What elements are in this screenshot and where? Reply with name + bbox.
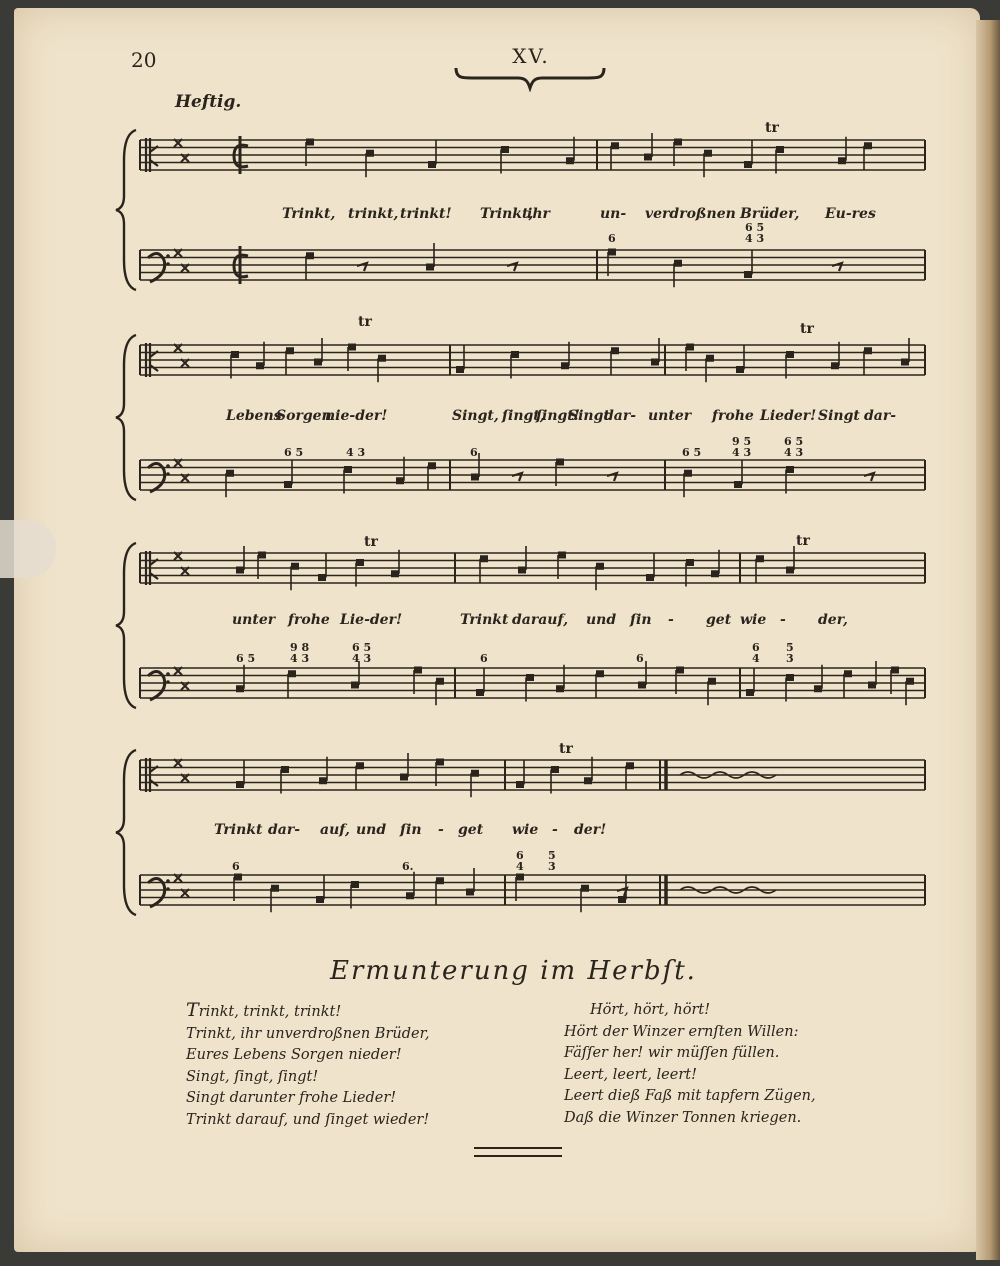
lyric-syllable: unter bbox=[648, 408, 692, 424]
note-head bbox=[684, 470, 692, 477]
note-head bbox=[414, 667, 422, 674]
poem-line: Eures Lebens Sorgen nieder! bbox=[186, 1047, 402, 1063]
note-head bbox=[676, 667, 684, 674]
figured-bass-number: 5 bbox=[786, 641, 794, 654]
note-head bbox=[551, 766, 559, 773]
note-head bbox=[314, 359, 322, 366]
trill-mark: tr bbox=[800, 321, 814, 337]
lyric-syllable: Trinkt bbox=[460, 612, 509, 628]
lyric-syllable: wie bbox=[512, 822, 539, 838]
note-head bbox=[906, 678, 914, 685]
lyric-syllable: Brüder, bbox=[740, 206, 800, 222]
lyric-syllable: dar- bbox=[864, 408, 897, 424]
note-head bbox=[476, 689, 484, 696]
lyric-syllable: unter bbox=[232, 612, 276, 628]
figured-bass-number: 6 5 bbox=[284, 446, 304, 459]
trill-mark: tr bbox=[796, 533, 810, 549]
note-head bbox=[234, 874, 242, 881]
note-head bbox=[646, 574, 654, 581]
figured-bass-number: 4 bbox=[516, 860, 524, 873]
note-head bbox=[366, 150, 374, 157]
note-head bbox=[611, 142, 619, 149]
bass-clef-dot bbox=[166, 262, 170, 266]
lyric-syllable: dar- bbox=[604, 408, 637, 424]
lyric-syllable: trinkt! bbox=[400, 206, 452, 222]
note-head bbox=[776, 146, 784, 153]
note-head bbox=[516, 781, 524, 788]
lyric-syllable: Trinkt, bbox=[480, 206, 534, 222]
note-head bbox=[319, 777, 327, 784]
lyric-syllable: und bbox=[356, 822, 387, 838]
poem-line: Leert, leert, leert! bbox=[564, 1066, 697, 1083]
note-head bbox=[558, 552, 566, 559]
note-head bbox=[674, 139, 682, 146]
note-head bbox=[756, 555, 764, 562]
lyric-syllable: ſin bbox=[400, 822, 422, 838]
note-head bbox=[456, 366, 464, 373]
note-head bbox=[288, 670, 296, 677]
lyric-syllable: trinkt, bbox=[348, 206, 399, 222]
note-head bbox=[618, 896, 626, 903]
note-head bbox=[236, 685, 244, 692]
note-head bbox=[844, 670, 852, 677]
figured-bass-number: 6 bbox=[636, 652, 644, 665]
note-head bbox=[744, 271, 752, 278]
note-head bbox=[351, 682, 359, 689]
lyric-syllable: Singt bbox=[568, 408, 610, 424]
note-head bbox=[566, 157, 574, 164]
figured-bass-number: 6 bbox=[480, 652, 488, 665]
figured-bass-number: 6 bbox=[470, 446, 478, 459]
lyric-syllable: dar- bbox=[268, 822, 301, 838]
note-head bbox=[736, 366, 744, 373]
lyric-syllable: und bbox=[586, 612, 617, 628]
system-brace bbox=[116, 543, 136, 708]
note-head bbox=[428, 161, 436, 168]
lyric-syllable: ſingt, bbox=[502, 408, 545, 424]
trill-mark: tr bbox=[559, 741, 573, 757]
lyric-syllable: frohe bbox=[712, 408, 754, 424]
bass-clef-dot bbox=[166, 879, 170, 883]
note-head bbox=[406, 892, 414, 899]
poem-left-stanza bbox=[186, 1000, 430, 1131]
note-head bbox=[471, 770, 479, 777]
note-head bbox=[706, 355, 714, 362]
lyric-syllable: wie bbox=[740, 612, 767, 628]
note-head bbox=[556, 459, 564, 466]
note-head bbox=[236, 781, 244, 788]
note-head bbox=[556, 685, 564, 692]
note-head bbox=[686, 344, 694, 351]
figured-bass-number: 9 5 bbox=[732, 435, 752, 448]
figured-bass-number: 4 3 bbox=[745, 232, 765, 245]
closing-rule bbox=[474, 1147, 562, 1157]
poem-line: Trinkt darauf, und ſinget wieder! bbox=[186, 1111, 430, 1128]
note-head bbox=[306, 139, 314, 146]
lyric-syllable: Eu-res bbox=[825, 206, 876, 222]
lyric-syllable: der! bbox=[574, 822, 607, 838]
figured-bass-number: 6. bbox=[402, 860, 414, 873]
note-head bbox=[466, 889, 474, 896]
trill-mark: tr bbox=[765, 120, 779, 136]
lyric-syllable: Sorgen bbox=[276, 408, 332, 424]
note-head bbox=[391, 570, 399, 577]
tempo-marking: Heftig. bbox=[175, 92, 242, 112]
note-head bbox=[348, 344, 356, 351]
lyric-syllable: nie-der! bbox=[325, 408, 388, 424]
poem-line: Fäſſer her! wir müſſen füllen. bbox=[564, 1045, 780, 1061]
figured-bass-number: 6 5 bbox=[236, 652, 256, 665]
note-head bbox=[864, 347, 872, 354]
figured-bass-number: 6 5 bbox=[682, 446, 702, 459]
figured-bass-number: 6 bbox=[232, 860, 240, 873]
note-head bbox=[344, 466, 352, 473]
note-head bbox=[901, 359, 909, 366]
bass-clef-dot bbox=[166, 680, 170, 684]
system-brace bbox=[116, 335, 136, 500]
system-brace bbox=[116, 130, 136, 290]
lyric-syllable: Singt, bbox=[452, 408, 499, 424]
note-head bbox=[786, 674, 794, 681]
poem-line: Hört, hört, hört! bbox=[590, 1002, 711, 1018]
bass-clef-dot bbox=[166, 254, 170, 258]
note-head bbox=[711, 570, 719, 577]
note-head bbox=[596, 563, 604, 570]
note-head bbox=[686, 559, 694, 566]
note-head bbox=[814, 685, 822, 692]
figured-bass-number: 6 bbox=[752, 641, 760, 654]
note-head bbox=[281, 766, 289, 773]
bass-clef-dot bbox=[166, 672, 170, 676]
bass-clef-dot bbox=[166, 464, 170, 468]
note-head bbox=[638, 682, 646, 689]
poem-line: Daß die Winzer Tonnen kriegen. bbox=[564, 1109, 802, 1126]
lyric-syllable: get bbox=[706, 612, 732, 628]
note-head bbox=[428, 462, 436, 469]
bass-clef-dot bbox=[166, 472, 170, 476]
note-head bbox=[561, 362, 569, 369]
lyric-syllable: - bbox=[668, 612, 674, 628]
note-head bbox=[436, 759, 444, 766]
note-head bbox=[734, 481, 742, 488]
figured-bass-number: 6 5 bbox=[784, 435, 804, 448]
figured-bass-number: 6 5 bbox=[745, 221, 765, 234]
note-head bbox=[271, 885, 279, 892]
note-head bbox=[891, 667, 899, 674]
figured-bass-number: 5 bbox=[548, 849, 556, 862]
section-number: XV. bbox=[512, 44, 550, 68]
note-head bbox=[258, 552, 266, 559]
note-head bbox=[744, 161, 752, 168]
lyric-syllable: Lie-der! bbox=[340, 612, 403, 628]
note-head bbox=[644, 154, 652, 161]
note-head bbox=[626, 762, 634, 769]
note-head bbox=[284, 481, 292, 488]
note-head bbox=[356, 559, 364, 566]
note-head bbox=[471, 474, 479, 481]
note-head bbox=[786, 466, 794, 473]
trill-mark: tr bbox=[364, 534, 378, 550]
note-head bbox=[356, 762, 364, 769]
figured-bass-number: 6 bbox=[608, 232, 616, 245]
figured-bass-number: 9 8 bbox=[290, 641, 310, 654]
note-head bbox=[378, 355, 386, 362]
note-head bbox=[400, 774, 408, 781]
lyric-syllable: - bbox=[552, 822, 558, 838]
poem-line: Trinkt, ihr unverdroßnen Brüder, bbox=[186, 1025, 430, 1042]
figured-bass-number: 4 3 bbox=[784, 446, 804, 459]
page-number: 20 bbox=[131, 48, 157, 72]
note-head bbox=[526, 674, 534, 681]
lyric-syllable: verdroßnen bbox=[645, 206, 736, 222]
note-head bbox=[316, 896, 324, 903]
note-head bbox=[518, 567, 526, 574]
note-head bbox=[651, 359, 659, 366]
note-head bbox=[351, 881, 359, 888]
note-head bbox=[291, 563, 299, 570]
note-head bbox=[608, 249, 616, 256]
figured-bass-number: 6 bbox=[516, 849, 524, 862]
lyric-syllable: Lieder! bbox=[760, 408, 817, 424]
note-head bbox=[704, 150, 712, 157]
note-head bbox=[674, 260, 682, 267]
note-head bbox=[286, 347, 294, 354]
figured-bass-number: 4 3 bbox=[346, 446, 366, 459]
lyric-syllable: - bbox=[780, 612, 786, 628]
note-head bbox=[581, 885, 589, 892]
note-head bbox=[868, 682, 876, 689]
note-head bbox=[436, 877, 444, 884]
note-head bbox=[786, 567, 794, 574]
system-brace bbox=[116, 750, 136, 915]
poem-line: Singt darunter frohe Lieder! bbox=[186, 1090, 397, 1106]
note-head bbox=[838, 157, 846, 164]
lyric-syllable: ſingt! bbox=[536, 408, 580, 424]
poem-line: Singt, ſingt, ſingt! bbox=[186, 1068, 319, 1085]
note-head bbox=[746, 689, 754, 696]
lyric-syllable: Singt bbox=[818, 408, 860, 424]
note-head bbox=[426, 264, 434, 271]
note-head bbox=[480, 555, 488, 562]
figured-bass-number: 6 5 bbox=[352, 641, 372, 654]
note-head bbox=[436, 678, 444, 685]
lyric-syllable: - bbox=[438, 822, 444, 838]
note-head bbox=[864, 142, 872, 149]
poem-line: Trinkt, trinkt, trinkt! bbox=[186, 999, 342, 1021]
note-head bbox=[511, 351, 519, 358]
note-head bbox=[786, 351, 794, 358]
note-head bbox=[516, 874, 524, 881]
figured-bass-number: 3 bbox=[548, 860, 556, 873]
lyric-syllable: get bbox=[458, 822, 484, 838]
poem-right-stanza bbox=[564, 1000, 816, 1129]
note-head bbox=[501, 146, 509, 153]
figured-bass-number: 3 bbox=[786, 652, 794, 665]
lyric-syllable: darauf, bbox=[512, 612, 569, 628]
lyric-syllable: auf, bbox=[320, 822, 350, 838]
figured-bass-number: 4 3 bbox=[352, 652, 372, 665]
trill-mark: tr bbox=[358, 314, 372, 330]
note-head bbox=[611, 347, 619, 354]
figured-bass-number: 4 bbox=[752, 652, 760, 665]
song-title: Ermunterung im Herbſt. bbox=[330, 956, 697, 986]
note-head bbox=[236, 567, 244, 574]
figured-bass-number: 4 3 bbox=[732, 446, 752, 459]
lyric-syllable: ihr bbox=[527, 206, 550, 222]
note-head bbox=[708, 678, 716, 685]
lyric-syllable: Trinkt bbox=[214, 822, 263, 838]
note-head bbox=[396, 477, 404, 484]
note-head bbox=[596, 670, 604, 677]
poem-line: Hört der Winzer ernſten Willen: bbox=[564, 1023, 799, 1040]
note-head bbox=[318, 574, 326, 581]
poem-line: Leert dieß Faß mit tapfern Zügen, bbox=[564, 1088, 816, 1104]
note-head bbox=[226, 470, 234, 477]
note-head bbox=[256, 362, 264, 369]
lyric-syllable: frohe bbox=[288, 612, 330, 628]
note-head bbox=[831, 362, 839, 369]
lyric-syllable: Trinkt, bbox=[282, 206, 336, 222]
note-head bbox=[584, 777, 592, 784]
note-head bbox=[306, 252, 314, 259]
lyric-syllable: ſin bbox=[630, 612, 652, 628]
note-head bbox=[231, 351, 239, 358]
lyric-syllable: un- bbox=[600, 206, 627, 222]
lyric-syllable: Lebens bbox=[226, 408, 282, 424]
lyric-syllable: der, bbox=[818, 612, 848, 628]
bass-clef-dot bbox=[166, 887, 170, 891]
figured-bass-number: 4 3 bbox=[290, 652, 310, 665]
